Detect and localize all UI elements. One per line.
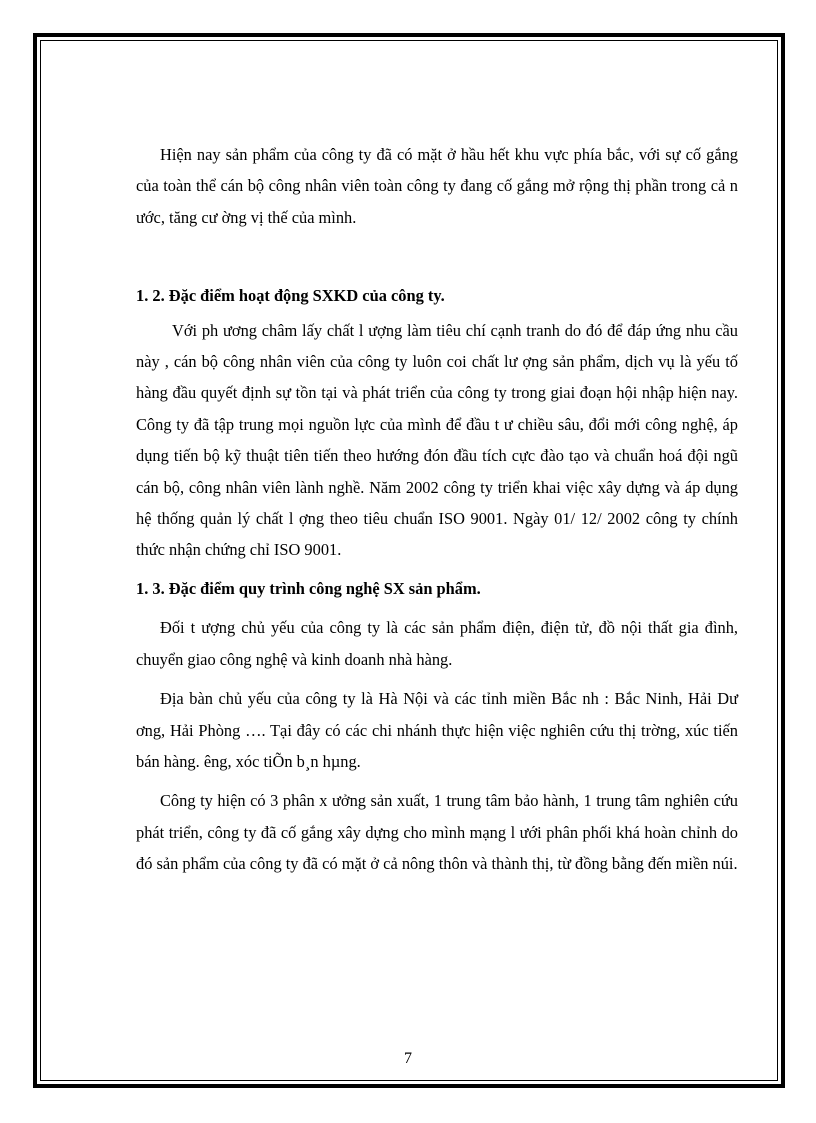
page-number: 7 bbox=[404, 1050, 412, 1067]
spacer bbox=[136, 566, 738, 573]
document-body bbox=[136, 139, 738, 880]
spacer bbox=[136, 604, 738, 612]
paragraph-section-1-2: Với ph ương châm lấy chất l ượng làm tiêu chí cạnh tranh do đó để đáp ứng nhu cầu này , cán bộ công nhân viên của công ty luôn coi chất lư ợng sản phẩm, dịch vụ là yếu tố hàng đầu quyết định sự tồn tại và phát triển của công ty trong giai đoạn hội nhập hiện nay. Công ty đã tập trung mọi nguồn lực của mình để đầu t ư chiều sâu, đổi mới công nghệ, áp dụng tiến bộ kỹ thuật tiên tiến theo hướng đón đầu tích cực đào tạo và chuẩn hoá đội ngũ cán bộ, công nhân viên lành nghề. Năm 2002 công ty triển khai việc xây dựng và áp dụng hệ thống quản lý chất l ợng theo tiêu chuẩn ISO 9001. Ngày 01/ 12/ 2002 công ty chính thức nhận chứng chỉ ISO 9001. bbox=[136, 320, 738, 560]
heading-section-1-2: 1. 2. Đặc điểm hoạt động SXKD của công ty. bbox=[136, 286, 445, 306]
paragraph-products: Đối t ượng chủ yếu của công ty là các sản phẩm điện, điện tử, đồ nội thất gia đình, chuyển giao công nghệ và kinh doanh nhà hàng. bbox=[136, 618, 738, 669]
paragraph-intro: Hiện nay sản phẩm của công ty đã có mặt ở hầu hết khu vực phía bắc, với sự cố gắng của toàn thể cán bộ công nhân viên toàn công ty đang cố gắng mở rộng thị phần trong cả n ước, tăng cư ờng vị thế của mình. bbox=[136, 145, 738, 227]
heading-section-1-3: 1. 3. Đặc điểm quy trình công nghệ SX sản phẩm. bbox=[136, 578, 481, 598]
spacer bbox=[136, 777, 738, 785]
spacer bbox=[136, 233, 738, 280]
spacer bbox=[136, 675, 738, 683]
paragraph-facilities: Công ty hiện có 3 phân x ưởng sản xuất, 1 trung tâm bảo hành, 1 trung tâm nghiên cứu phát triển, công ty đã cố gắng xây dựng cho mình mạng l ưới phân phối khá hoàn chỉnh do đó sản phẩm của công ty đã có mặt ở cả nông thôn và thành thị, từ đồng bằng đến miền núi. bbox=[136, 791, 738, 874]
paragraph-territory: Địa bàn chủ yếu của công ty là Hà Nội và các tỉnh miền Bắc nh : Bắc Ninh, Hải Dư ơng, Hải Phòng …. Tại đây có các chi nhánh thực hiện việc nghiên cứu thị trờng, xúc tiến bán hàng. êng, xóc tiÕn b¸n hµng. bbox=[136, 689, 738, 771]
